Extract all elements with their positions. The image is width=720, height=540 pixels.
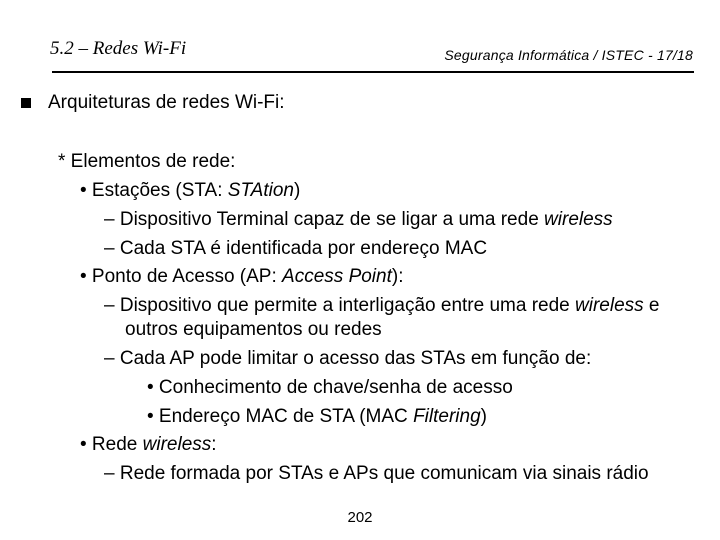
- sub-station-terminal: – Dispositivo Terminal capaz de se ligar a uma rede wireless: [104, 209, 613, 230]
- square-bullet-icon: [21, 98, 31, 108]
- bullet-access-point: • Ponto de Acesso (AP: Access Point):: [80, 266, 404, 287]
- main-heading: Arquiteturas de redes Wi-Fi:: [48, 92, 285, 113]
- page-number: 202: [347, 509, 373, 526]
- sub-station-mac: – Cada STA é identificada por endereço MAC: [104, 238, 488, 259]
- sub-ap-device: – Dispositivo que permite a interligação entre uma rede wireless e: [104, 295, 660, 316]
- sub-wireless-network: – Rede formada por STAs e APs que comunicam via sinais rádio: [104, 463, 649, 484]
- network-elements-heading: * Elementos de rede:: [58, 151, 236, 172]
- sub-ap-device-continued: outros equipamentos ou redes: [125, 319, 382, 340]
- course-info: Segurança Informática / ISTEC - 17/18: [444, 47, 693, 63]
- section-title: 5.2 – Redes Wi-Fi: [50, 38, 187, 59]
- sub-ap-limit: – Cada AP pode limitar o acesso das STAs em função de:: [104, 348, 592, 369]
- subsub-mac-filtering: • Endereço MAC de STA (MAC Filtering): [147, 406, 487, 427]
- bullet-wireless-network: • Rede wireless:: [80, 434, 217, 455]
- bullet-stations: • Estações (STA: STAtion): [80, 180, 301, 201]
- subsub-key-knowledge: • Conhecimento de chave/senha de acesso: [147, 377, 513, 398]
- header-divider: [52, 71, 694, 73]
